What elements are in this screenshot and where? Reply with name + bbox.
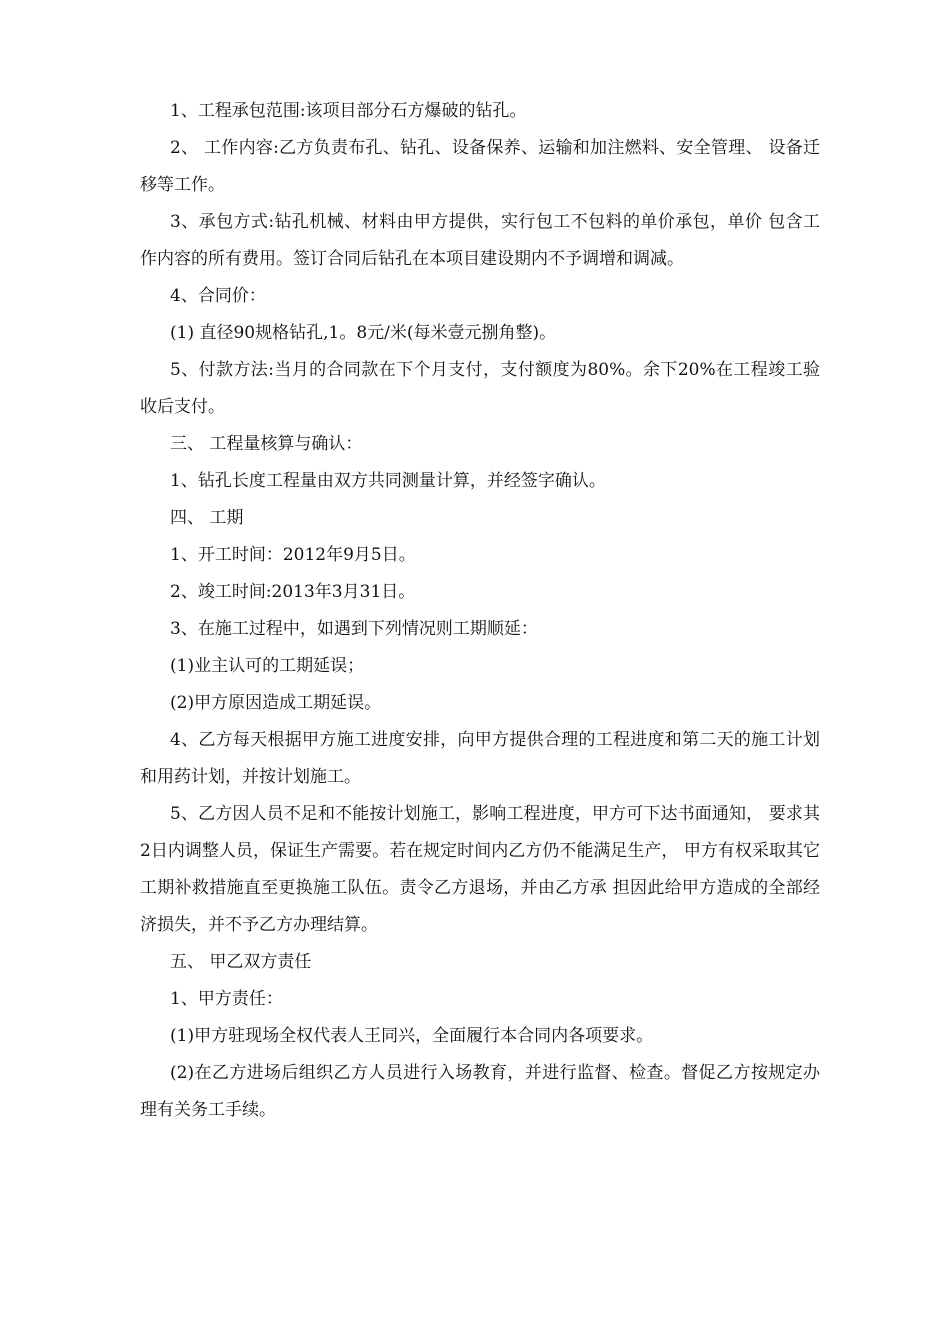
paragraph-extension: 3、在施工过程中，如遇到下列情况则工期顺延： [170,619,538,639]
paragraph-end-date: 2、竣工时间:2013年3月31日。 [170,582,416,602]
paragraph-work-content: 2、 工作内容:乙方负责布孔、钻孔、设备保养、运输和加注燃料、安全管理、 设备迁移等工作。 [140,138,820,195]
paragraph-quantity-confirm: 1、钻孔长度工程量由双方共同测量计算，并经签字确认。 [170,471,606,491]
paragraph-extension-item-2: (2)甲方原因造成工期延误。 [170,693,382,713]
paragraph-payment: 5、付款方法:当月的合同款在下个月支付，支付额度为80%。余下20%在工程竣工验收后支付。 [140,360,820,417]
section-heading-quantity: 三、 工程量核算与确认： [170,434,363,454]
section-heading-responsibilities: 五、 甲乙双方责任 [170,952,312,972]
paragraph-contract-price: 4、合同价： [170,286,266,306]
paragraph-price-item-1: (1) 直径90规格钻孔,1。8元/米(每米壹元捌角整)。 [170,323,557,343]
paragraph-party-a: 1、甲方责任： [170,989,283,1009]
paragraph-party-a-item-2: (2)在乙方进场后组织乙方人员进行入场教育，并进行监督、检查。督促乙方按规定办理有关务工手续。 [140,1063,820,1120]
document-body [140,93,820,1129]
paragraph-start-date: 1、开工时间：2012年9月5日。 [170,545,416,565]
paragraph-party-a-item-1: (1)甲方驻现场全权代表人王同兴，全面履行本合同内各项要求。 [170,1026,654,1046]
paragraph-extension-item-1: (1)业主认可的工期延误； [170,656,365,676]
paragraph-scope: 1、工程承包范围:该项目部分石方爆破的钻孔。 [170,101,527,121]
paragraph-daily-plan: 4、乙方每天根据甲方施工进度安排，向甲方提供合理的工程进度和第二天的施工计划和用药计划，并按计划施工。 [140,730,820,787]
section-heading-schedule: 四、 工期 [170,508,244,528]
paragraph-staffing: 5、乙方因人员不足和不能按计划施工，影响工程进度，甲方可下达书面通知， 要求其2日内调整人员，保证生产需要。若在规定时间内乙方仍不能满足生产， 甲方有权采取其它工期补救措施直至更换施工队伍。责令乙方退场，并由乙方承 担因此给甲方造成的全部经济损失，并不予乙方办理结算。 [140,804,820,935]
paragraph-contract-method: 3、承包方式:钻孔机械、材料由甲方提供，实行包工不包料的单价承包，单价 包含工作内容的所有费用。签订合同后钻孔在本项目建设期内不予调增和调减。 [140,212,820,269]
